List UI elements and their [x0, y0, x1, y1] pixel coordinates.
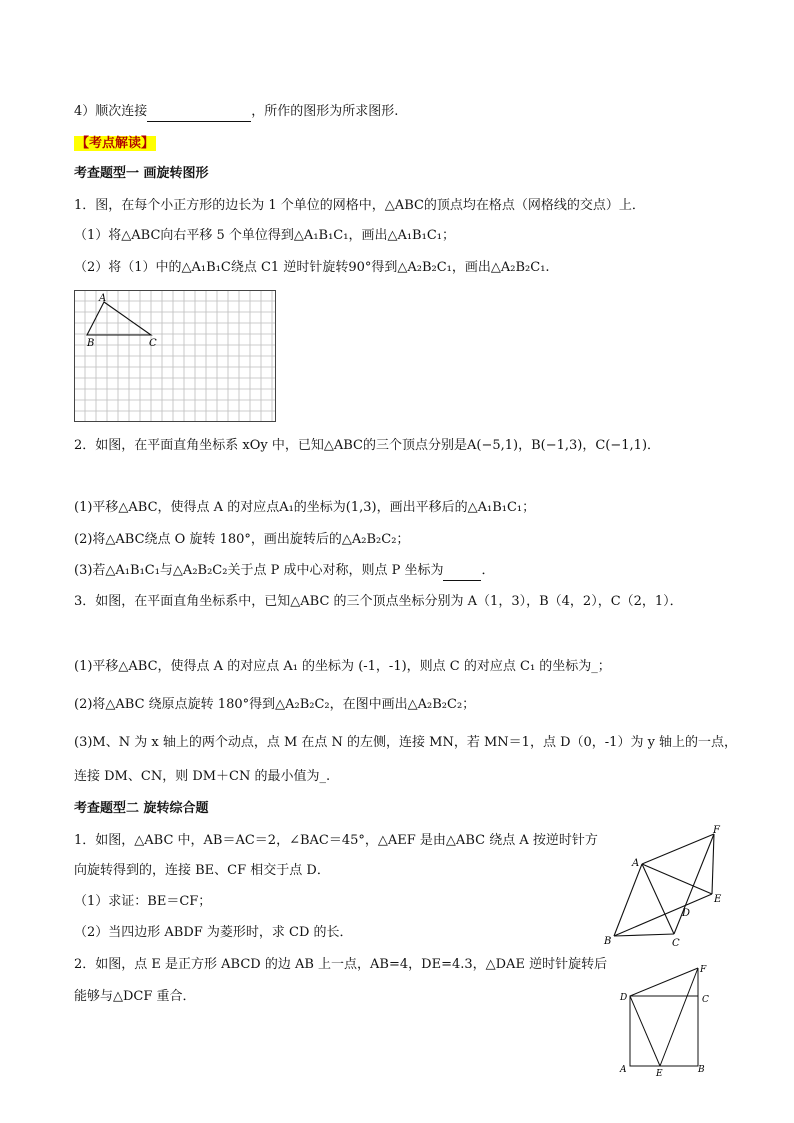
fig1-label-f: F — [713, 825, 720, 836]
type2-heading: 考查题型二 旋转综合题 — [74, 801, 209, 816]
fig1-label-a: A — [632, 858, 640, 869]
answer-blank — [147, 121, 251, 122]
rotation-figure — [598, 822, 728, 952]
section-tag: 【考点解读】 — [76, 136, 155, 151]
grid-label-c: C — [149, 338, 157, 349]
fig2-label-f: F — [700, 965, 707, 975]
grid-figure — [74, 290, 276, 422]
fig2-label-c: C — [702, 995, 709, 1005]
grid-label-b: B — [87, 338, 95, 349]
fig1-label-c: C — [672, 938, 680, 949]
fig2-label-e: E — [656, 1069, 663, 1079]
q2-text: 2．如图，在平面直角坐标系 xOy 中，已知△ABC的三个顶点分别是A(−5,1)，B(−1,3)，C(−1,1)． — [74, 438, 661, 453]
q1-part2: （2）将（1）中的△A₁B₁C绕点 C1 逆时针旋转90°得到△A₂B₂C₁，画出△A₂B₂C₁. — [74, 260, 550, 275]
q2-part3: (3)若△A₁B₁C₁与△A₂B₂C₂关于点 P 成中心对称，则点 P 坐标为 ． — [74, 561, 495, 581]
fig2-label-b: B — [698, 1065, 705, 1075]
q2-part2: (2)将△ABC绕点 O 旋转 180°，画出旋转后的△A₂B₂C₂； — [74, 532, 410, 547]
q2-part1: (1)平移△ABC，使得点 A 的对应点A₁的坐标为(1,3)，画出平移后的△A₁B₁C₁； — [74, 500, 536, 515]
q3-part2: (2)将△ABC 绕原点旋转 180°得到△A₂B₂C₂，在图中画出△A₂B₂C₂； — [74, 697, 476, 712]
fig1-label-b: B — [604, 936, 612, 947]
square-figure — [610, 962, 720, 1080]
step4-line: 4）顺次连接 ，所作的图形为所求图形. — [74, 102, 398, 122]
fig2-label-a: A — [620, 1065, 627, 1075]
fig1-label-d: D — [682, 908, 691, 919]
q1-part1: （1）将△ABC向右平移 5 个单位得到△A₁B₁C₁，画出△A₁B₁C₁； — [74, 228, 455, 243]
grid-label-a: A — [99, 293, 107, 304]
r1-part1: （1）求证：BE＝CF； — [74, 894, 212, 909]
triangle-abc — [87, 302, 151, 335]
r1-text-a: 1．如图，△ABC 中，AB＝AC＝2，∠BAC＝45°，△AEF 是由△ABC 绕点 A 按逆时针方 — [74, 833, 598, 848]
q3-part1: (1)平移△ABC，使得点 A 的对应点 A₁ 的坐标为 (-1，-1)，则点 C 的对应点 C₁ 的坐标为_； — [74, 659, 611, 674]
fig1-label-e: E — [714, 894, 722, 905]
q1-text: 1．图，在每个小正方形的边长为 1 个单位的网格中，△ABC的顶点均在格点（网格线的交点）上． — [74, 198, 645, 213]
q3-part3b: 连接 DM、CN，则 DM＋CN 的最小值为_. — [74, 769, 331, 784]
q3-text: 3．如图，在平面直角坐标系中，已知△ABC 的三个顶点坐标分别为 A（1，3），B（4，2），C（2，1）． — [74, 594, 683, 609]
fig2-label-d: D — [620, 993, 628, 1003]
answer-blank — [443, 580, 481, 581]
r2-text-a: 2．如图，点 E 是正方形 ABCD 的边 AB 上一点，AB=4，DE=4.3，△DAE 逆时针旋转后 — [74, 957, 608, 972]
r2-text-b: 能够与△DCF 重合． — [74, 989, 196, 1004]
r1-text-b: 向旋转得到的，连接 BE、CF 相交于点 D． — [74, 863, 330, 878]
type1-heading: 考查题型一 画旋转图形 — [74, 166, 209, 181]
r1-part2: （2）当四边形 ABDF 为菱形时，求 CD 的长． — [74, 925, 353, 940]
q3-part3a: (3)M、N 为 x 轴上的两个动点，点 M 在点 N 的左侧，连接 MN，若 MN＝1，点 D（0，-1）为 y 轴上的一点， — [74, 735, 738, 750]
